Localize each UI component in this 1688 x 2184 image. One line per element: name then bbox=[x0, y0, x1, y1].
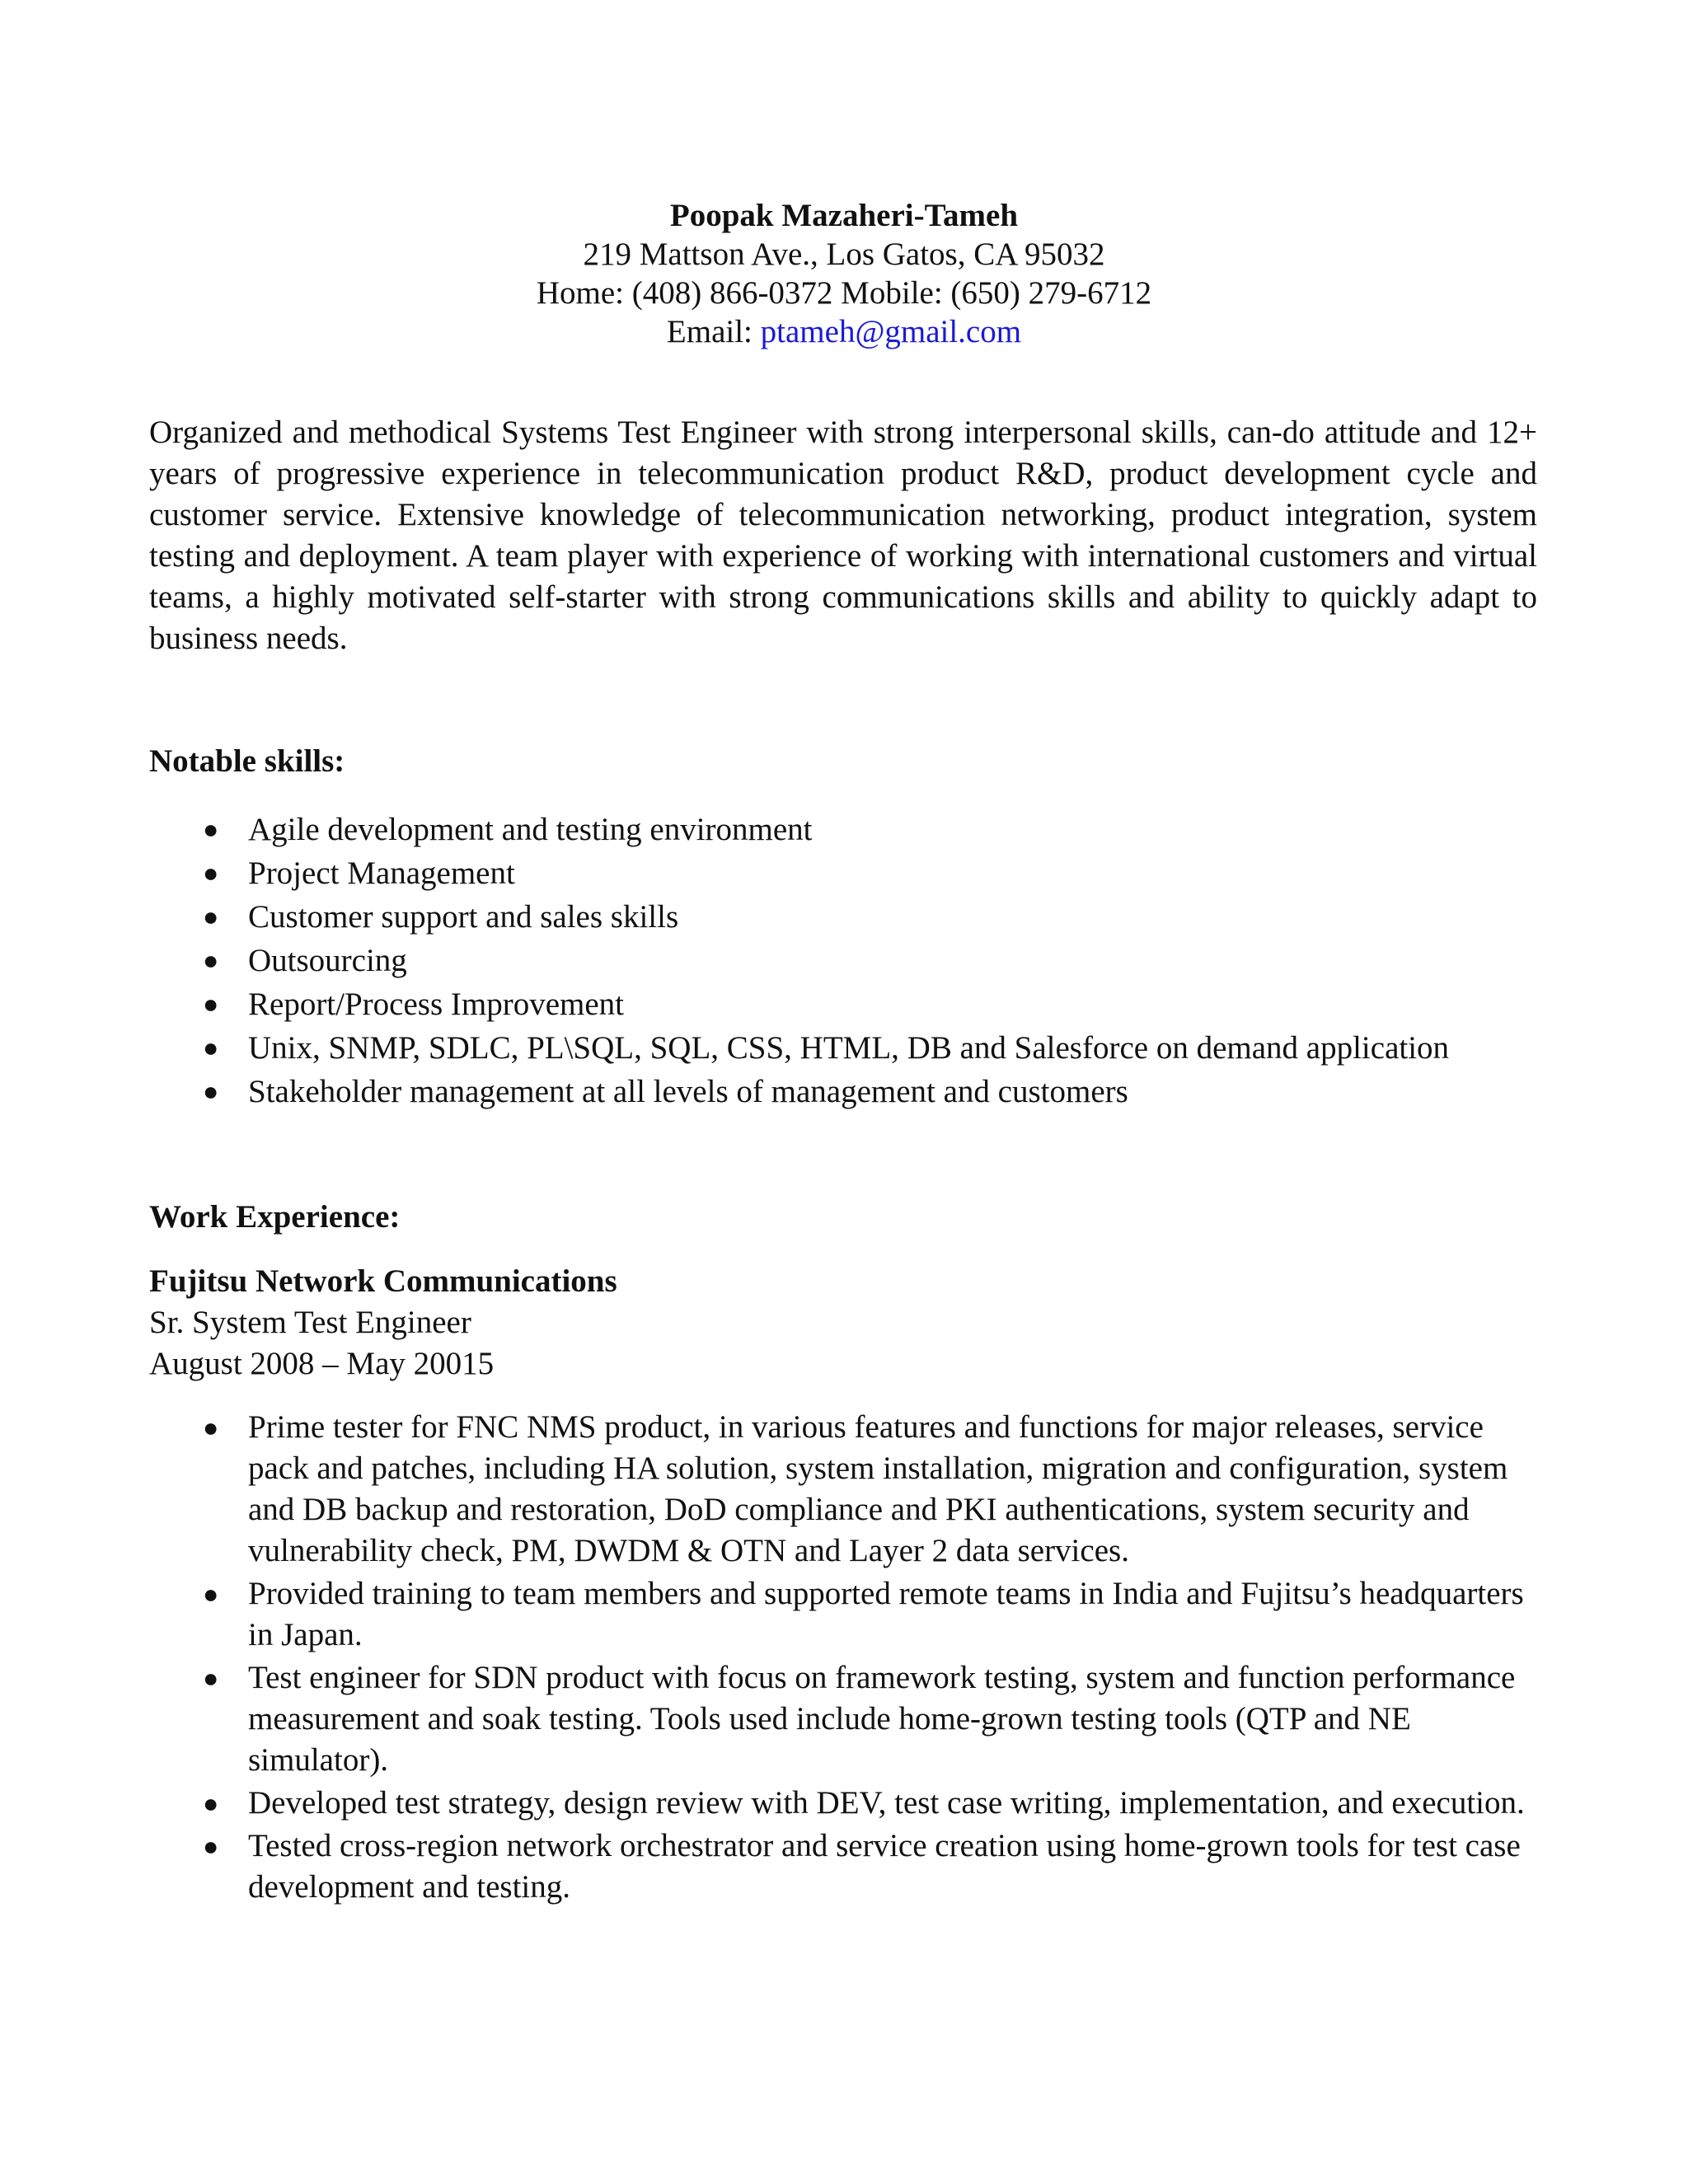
bullet-icon: ● bbox=[203, 1831, 219, 1861]
skills-list bbox=[149, 808, 1550, 1113]
bullet-icon: ● bbox=[203, 1413, 219, 1442]
contact-header bbox=[0, 196, 1688, 351]
duty-item: ● Developed test strategy, design review with DEV, test case writing, implementation, and execution. bbox=[149, 1783, 1534, 1824]
professional-summary: Organized and methodical Systems Test Engineer with strong interpersonal skills, can-do attitude and 12+ years of progressive experience in telecommunication product R&D, product development cycle and customer service. Extensive knowledge of telecommunication networking, product integration, system testing and deployment. A team player with experience of working with international customers and virtual teams, a highly motivated self-starter with strong communications skills and ability to quickly adapt to business needs. bbox=[149, 415, 1537, 656]
bullet-icon: ● bbox=[203, 858, 219, 888]
bullet-icon: ● bbox=[203, 1579, 219, 1609]
bullet-icon: ● bbox=[203, 1033, 219, 1062]
company-name: Fujitsu Network Communications bbox=[149, 1263, 617, 1299]
skill-item: ● Stakeholder management at all levels of management and customers bbox=[149, 1070, 1550, 1113]
address: 219 Mattson Ave., Los Gatos, CA 95032 bbox=[583, 237, 1105, 272]
duty-item: ● Provided training to team members and supported remote teams in India and Fujitsu’s headquarters in Japan. bbox=[149, 1573, 1534, 1656]
bullet-icon: ● bbox=[203, 1663, 219, 1693]
email-link[interactable]: ptameh@gmail.com bbox=[760, 314, 1022, 349]
duty-item: ● Tested cross-region network orchestrator and service creation using home-grown tools for test case development and testing. bbox=[149, 1825, 1534, 1908]
skill-item: ● Agile development and testing environment bbox=[149, 808, 1550, 851]
work-experience-heading: Work Experience: bbox=[149, 1199, 401, 1235]
skills-heading: Notable skills: bbox=[149, 743, 345, 779]
bullet-icon: ● bbox=[203, 989, 219, 1019]
skill-item: ● Customer support and sales skills bbox=[149, 895, 1550, 939]
bullet-icon: ● bbox=[203, 945, 219, 975]
skill-item: ● Project Management bbox=[149, 851, 1550, 895]
bullet-icon: ● bbox=[203, 814, 219, 844]
skill-item: ● Unix, SNMP, SDLC, PL\SQL, SQL, CSS, HTML, DB and Salesforce on demand application bbox=[149, 1026, 1550, 1070]
skill-item: ● Outsourcing bbox=[149, 939, 1550, 982]
skill-item: ● Report/Process Improvement bbox=[149, 982, 1550, 1026]
job-duties-list bbox=[149, 1407, 1534, 1910]
candidate-name: Poopak Mazaheri-Tameh bbox=[669, 198, 1019, 233]
email-line bbox=[0, 312, 1688, 351]
job-dates: August 2008 – May 20015 bbox=[149, 1346, 495, 1381]
bullet-icon: ● bbox=[203, 902, 219, 931]
phone-numbers: Home: (408) 866-0372 Mobile: (650) 279-6712 bbox=[536, 275, 1152, 311]
duty-item: ● Prime tester for FNC NMS product, in various features and functions for major releases, service pack and patches, including HA solution, system installation, migration and configuration, system and DB backup and restoration, DoD compliance and PKI authentications, system security and vulnerability check, PM, DWDM & OTN and Layer 2 data services. bbox=[149, 1407, 1534, 1572]
job-entry bbox=[149, 1261, 617, 1385]
bullet-icon: ● bbox=[203, 1076, 219, 1106]
duty-item: ● Test engineer for SDN product with focus on framework testing, system and function performance measurement and soak testing. Tools used include home-grown testing tools (QTP and NE simulator). bbox=[149, 1657, 1534, 1781]
email-label: Email: bbox=[666, 314, 761, 349]
job-title: Sr. System Test Engineer bbox=[149, 1305, 471, 1340]
bullet-icon: ● bbox=[203, 1788, 219, 1818]
